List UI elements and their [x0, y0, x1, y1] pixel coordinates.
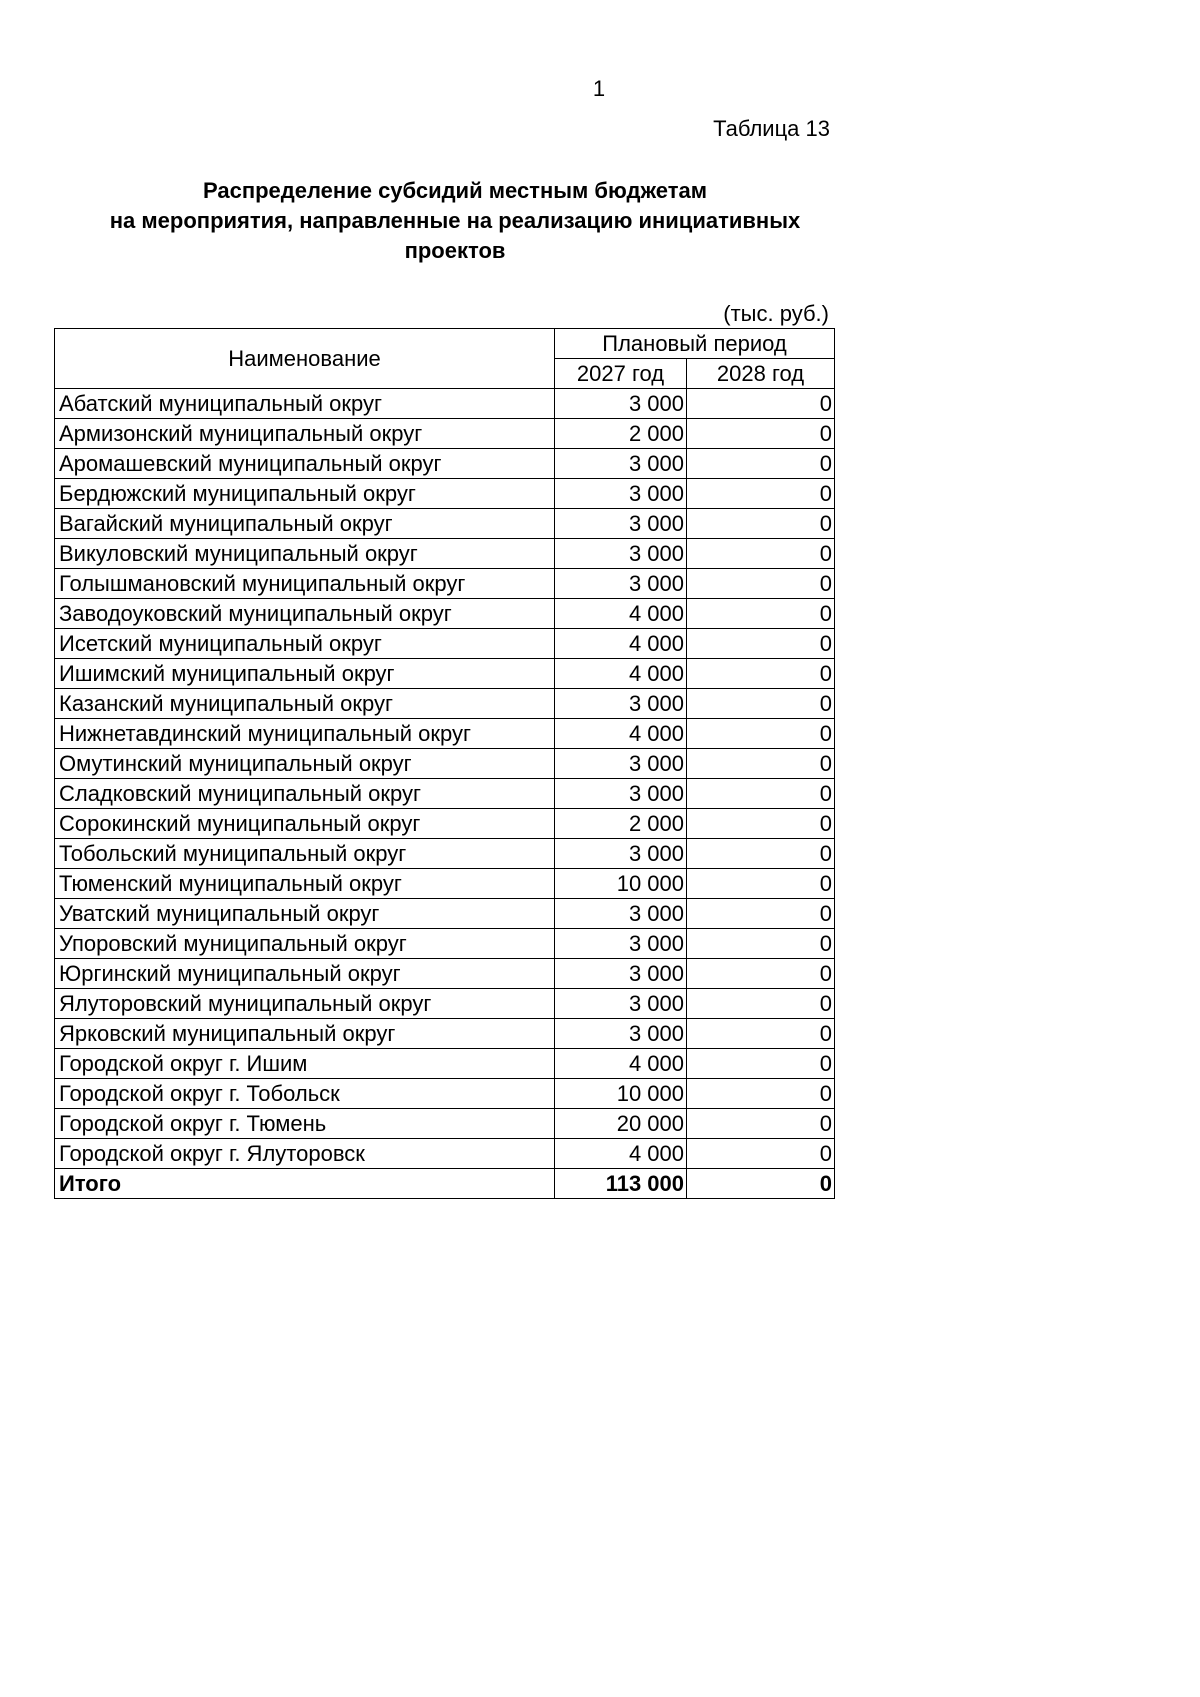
district-name: Сладковский муниципальный округ	[55, 779, 555, 809]
units-label: (тыс. руб.)	[723, 301, 829, 326]
value-2028: 0	[687, 1049, 835, 1079]
column-header-name: Наименование	[55, 329, 555, 389]
district-name: Сорокинский муниципальный округ	[55, 809, 555, 839]
value-2028: 0	[687, 749, 835, 779]
table-row	[55, 629, 835, 659]
column-header-2028: 2028 год	[687, 359, 835, 389]
table-row	[55, 509, 835, 539]
table-row	[55, 419, 835, 449]
value-2027: 3 000	[555, 839, 687, 869]
district-name: Голышмановский муниципальный округ	[55, 569, 555, 599]
value-2027: 3 000	[555, 689, 687, 719]
value-2027: 3 000	[555, 899, 687, 929]
table-row	[55, 779, 835, 809]
district-name: Вагайский муниципальный округ	[55, 509, 555, 539]
value-2028: 0	[687, 1079, 835, 1109]
value-2027: 4 000	[555, 629, 687, 659]
value-2027: 20 000	[555, 1109, 687, 1139]
district-name: Тюменский муниципальный округ	[55, 869, 555, 899]
value-2028: 0	[687, 479, 835, 509]
value-2027: 3 000	[555, 449, 687, 479]
value-2028: 0	[687, 899, 835, 929]
value-2028: 0	[687, 569, 835, 599]
table-row	[55, 389, 835, 419]
document-title	[40, 176, 870, 266]
table-row	[55, 479, 835, 509]
table-row	[55, 1079, 835, 1109]
table-number: Таблица 13	[713, 116, 830, 141]
district-name: Городской округ г. Ишим	[55, 1049, 555, 1079]
value-2027: 3 000	[555, 1019, 687, 1049]
value-2027: 4 000	[555, 1139, 687, 1169]
district-name: Ишимский муниципальный округ	[55, 659, 555, 689]
district-name: Городской округ г. Ялуторовск	[55, 1139, 555, 1169]
value-2027: 3 000	[555, 989, 687, 1019]
district-name: Бердюжский муниципальный округ	[55, 479, 555, 509]
district-name: Казанский муниципальный округ	[55, 689, 555, 719]
value-2028: 0	[687, 1109, 835, 1139]
subsidy-table	[54, 328, 835, 1199]
value-2028: 0	[687, 1019, 835, 1049]
district-name: Ярковский муниципальный округ	[55, 1019, 555, 1049]
page-number: 1	[592, 76, 606, 101]
value-2027: 3 000	[555, 509, 687, 539]
value-2028: 0	[687, 629, 835, 659]
value-2028: 0	[687, 959, 835, 989]
table-row	[55, 869, 835, 899]
column-header-2027: 2027 год	[555, 359, 687, 389]
table-body	[55, 389, 835, 1199]
district-name: Омутинский муниципальный округ	[55, 749, 555, 779]
value-2027: 4 000	[555, 719, 687, 749]
value-2028: 0	[687, 839, 835, 869]
value-2027: 3 000	[555, 389, 687, 419]
value-2028: 0	[687, 599, 835, 629]
district-name: Юргинский муниципальный округ	[55, 959, 555, 989]
table-row	[55, 989, 835, 1019]
value-2028: 0	[687, 869, 835, 899]
district-name: Викуловский муниципальный округ	[55, 539, 555, 569]
table-row	[55, 659, 835, 689]
district-name: Городской округ г. Тобольск	[55, 1079, 555, 1109]
total-2027: 113 000	[555, 1169, 687, 1199]
value-2028: 0	[687, 779, 835, 809]
value-2027: 2 000	[555, 419, 687, 449]
table-row	[55, 899, 835, 929]
value-2027: 3 000	[555, 569, 687, 599]
district-name: Городской округ г. Тюмень	[55, 1109, 555, 1139]
table-row	[55, 449, 835, 479]
table-row	[55, 1109, 835, 1139]
table-row	[55, 569, 835, 599]
district-name: Уватский муниципальный округ	[55, 899, 555, 929]
value-2028: 0	[687, 809, 835, 839]
table-header	[55, 329, 835, 389]
value-2028: 0	[687, 449, 835, 479]
value-2028: 0	[687, 1139, 835, 1169]
table-row	[55, 929, 835, 959]
title-line: на мероприятия, направленные на реализацию инициативных	[109, 208, 801, 233]
value-2028: 0	[687, 509, 835, 539]
district-name: Заводоуковский муниципальный округ	[55, 599, 555, 629]
district-name: Аромашевский муниципальный округ	[55, 449, 555, 479]
value-2028: 0	[687, 539, 835, 569]
column-header-period: Плановый период	[555, 329, 835, 359]
district-name: Армизонский муниципальный округ	[55, 419, 555, 449]
district-name: Абатский муниципальный округ	[55, 389, 555, 419]
value-2028: 0	[687, 719, 835, 749]
table-row	[55, 959, 835, 989]
value-2028: 0	[687, 689, 835, 719]
value-2027: 3 000	[555, 749, 687, 779]
value-2027: 3 000	[555, 479, 687, 509]
value-2027: 3 000	[555, 929, 687, 959]
district-name: Нижнетавдинский муниципальный округ	[55, 719, 555, 749]
value-2027: 2 000	[555, 809, 687, 839]
table-row	[55, 839, 835, 869]
value-2028: 0	[687, 389, 835, 419]
table-row	[55, 809, 835, 839]
value-2027: 3 000	[555, 779, 687, 809]
total-2028: 0	[687, 1169, 835, 1199]
total-label: Итого	[55, 1169, 555, 1199]
district-name: Исетский муниципальный округ	[55, 629, 555, 659]
district-name: Упоровский муниципальный округ	[55, 929, 555, 959]
table-row	[55, 599, 835, 629]
value-2028: 0	[687, 419, 835, 449]
value-2028: 0	[687, 989, 835, 1019]
value-2027: 4 000	[555, 1049, 687, 1079]
title-line: Распределение субсидий местным бюджетам	[202, 178, 708, 203]
value-2027: 4 000	[555, 599, 687, 629]
value-2027: 4 000	[555, 659, 687, 689]
table-row	[55, 719, 835, 749]
value-2028: 0	[687, 929, 835, 959]
total-row	[55, 1169, 835, 1199]
table-row	[55, 1019, 835, 1049]
value-2027: 10 000	[555, 1079, 687, 1109]
district-name: Тобольский муниципальный округ	[55, 839, 555, 869]
table-row	[55, 1139, 835, 1169]
value-2028: 0	[687, 659, 835, 689]
value-2027: 10 000	[555, 869, 687, 899]
value-2027: 3 000	[555, 959, 687, 989]
table-row	[55, 1049, 835, 1079]
table-row	[55, 539, 835, 569]
district-name: Ялуторовский муниципальный округ	[55, 989, 555, 1019]
table-row	[55, 689, 835, 719]
title-line: проектов	[404, 238, 506, 263]
value-2027: 3 000	[555, 539, 687, 569]
table-row	[55, 749, 835, 779]
